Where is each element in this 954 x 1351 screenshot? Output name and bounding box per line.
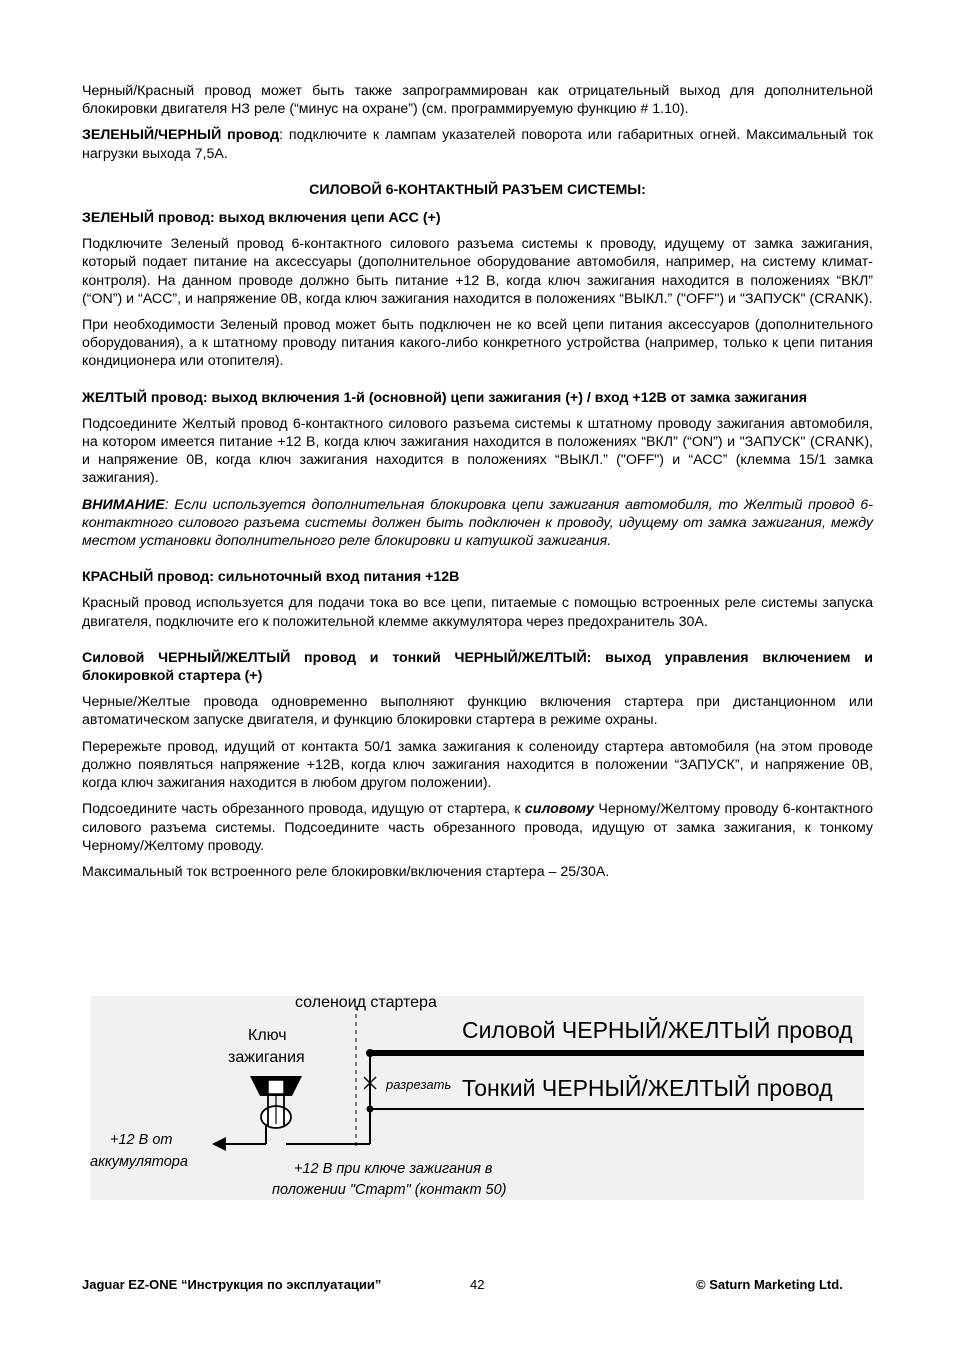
page-number: 42 — [470, 1277, 485, 1292]
warning-label: ВНИМАНИЕ — [82, 496, 165, 513]
bp3-text-a: Подсоедините часть обрезанного провода, идущую от стартера, к — [82, 801, 525, 818]
green-paragraph-2: При необходимости Зеленый провод может быть подключен не ко всей цепи питания аксессуаров (дополнительного оборудования), а к штатному проводу питания какого-либо конкретного устройства (например, только к цепи питания кондиционера или отопителя). — [82, 317, 873, 370]
thick-wire-label: Силовой ЧЕРНЫЙ/ЖЕЛТЫЙ провод — [462, 1017, 853, 1043]
section-title: СИЛОВОЙ 6-КОНТАКТНЫЙ РАЗЪЕМ СИСТЕМЫ: — [309, 181, 646, 198]
footer-copyright: © Saturn Marketing Ltd. — [696, 1277, 843, 1292]
red-heading: КРАСНЫЙ провод: сильноточный вход питания +12В — [82, 569, 460, 586]
footer-title: Jaguar EZ-ONE “Инструкция по эксплуатации” — [82, 1277, 382, 1292]
start-label-line1: +12 В при ключе зажигания в — [294, 1161, 493, 1177]
green-black-label: ЗЕЛЕНЫЙ/ЧЕРНЫЙ провод — [82, 127, 280, 144]
thin-wire-label: Тонкий ЧЕРНЫЙ/ЖЕЛТЫЙ провод — [462, 1075, 833, 1101]
yellow-paragraph: Подсоедините Желтый провод 6-контактного силового разъема системы к штатному проводу зажигания автомобиля, на котором имеется питание +12 В, когда ключ зажигания находится в положениях “ВКЛ” (“ON”) и "ЗАПУСК" (CRANK), и напряжение 0В, когда ключ зажигания находится в положениях “ВЫКЛ.” ("OFF") и “АСС” (клемма 15/1 замка зажигания). — [82, 415, 873, 487]
bp3-emphasis: силовому — [524, 801, 595, 818]
green-black-paragraph — [82, 126, 873, 162]
warning-text: : Если используется дополнительная блокировка цепи зажигания автомобиля, то Желтый провод 6-контактного силового разъема системы должен быть подключен к проводу, идущему от замка зажигания, между местом установки дополнительного реле блокировки и катушкой зажигания. — [82, 496, 873, 550]
battery-label-line1: +12 В от — [110, 1132, 173, 1148]
green-paragraph-1: Подключите Зеленый провод 6-контактного силового разъема системы к проводу, идущему от замка зажигания, который подает питание на аксессуары (дополнительное оборудование автомобиля, например, на систему климат-контроля). На данном проводе должно быть питание +12 В, когда ключ зажигания находится в положениях “ВКЛ” (“ON”) и “АСС”, и напряжение 0В, когда ключ зажигания находится в положениях “ВЫКЛ.” ("OFF") и "ЗАПУСК" (CRANK). — [82, 236, 873, 307]
yellow-heading: ЖЕЛТЫЙ провод: выход включения 1-й (основной) цепи зажигания (+) / вход +12В от замка зажигания — [82, 389, 807, 406]
black-yellow-paragraph-2: Перережьте провод, идущий от контакта 50/1 замка зажигания к соленоиду стартера автомобиля (на этом проводе должно появляться напряжение +12В, когда ключ зажигания находится в положении “ЗАПУСК”, и напряжение 0В, когда ключ зажигания находится в любом другом положении). — [82, 738, 873, 792]
start-label-line2: положении "Старт" (контакт 50) — [272, 1182, 507, 1198]
battery-arrow-icon — [212, 1137, 226, 1151]
page-body — [82, 82, 873, 889]
red-paragraph: Красный провод используется для подачи тока во все цепи, питаемые с помощью встроенных реле системы запуска двигателя, подключите его к положительной клемме аккумулятора через предохранитель 30А. — [82, 595, 873, 630]
black-yellow-paragraph-4: Максимальный ток встроенного реле блокировки/включения стартера – 25/30А. — [82, 863, 610, 880]
green-heading: ЗЕЛЕНЫЙ провод: выход включения цепи АСС (+) — [82, 210, 441, 227]
ignition-key-icon — [250, 1076, 302, 1128]
key-label-line2: зажигания — [228, 1049, 305, 1066]
yellow-warning — [82, 496, 873, 551]
cut-label: разрезать — [386, 1077, 452, 1092]
intro-paragraph: Черный/Красный провод может быть также запрограммирован как отрицательный выход для дополнительной блокировки двигателя НЗ реле (“минус на охране”) (см. программируемую функцию # 1.10). — [82, 83, 873, 118]
bp3-text-b: Черному/Желтому проводу 6-контактного силового разъема системы. Подсоедините часть обрезанного провода, идущую от замка зажигания, к тонкому Черному/Желтому проводу. — [82, 801, 873, 854]
black-yellow-heading: Силовой ЧЕРНЫЙ/ЖЕЛТЫЙ провод и тонкий ЧЕРНЫЙ/ЖЕЛТЫЙ: выход управления включением и блокировкой стартера (+) — [82, 649, 873, 685]
solenoid-label: соленоид стартера — [295, 996, 437, 1011]
key-label-line1: Ключ — [248, 1027, 287, 1044]
black-yellow-paragraph-1: Черные/Желтые провода одновременно выполняют функцию включения стартера при дистанционном или автоматическом запуске двигателя, и функцию блокировки стартера в режиме охраны. — [82, 694, 873, 729]
wiring-diagram — [90, 996, 864, 1200]
battery-label-line2: аккумулятора — [90, 1154, 188, 1170]
black-yellow-paragraph-3 — [82, 800, 873, 855]
green-black-text: : подключите к лампам указателей поворота или габаритных огней. Максимальный ток нагрузки выхода 7,5А. — [82, 127, 873, 162]
